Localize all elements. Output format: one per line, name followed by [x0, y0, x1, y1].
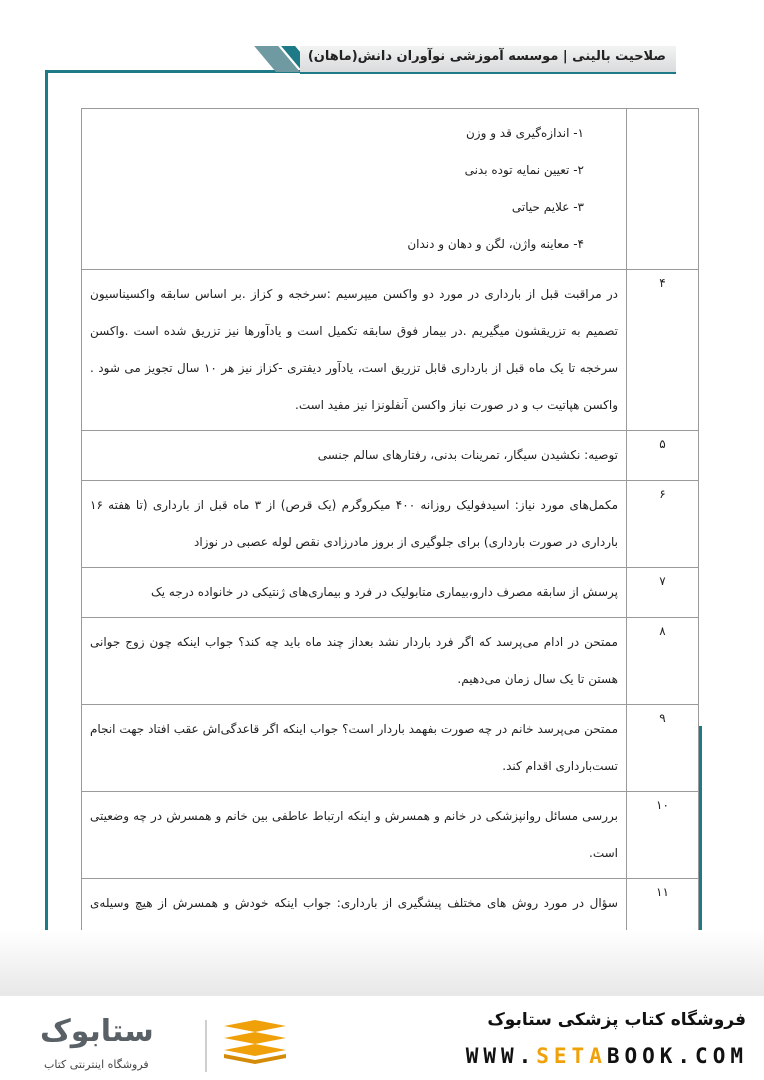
list-item: ۴- معاینه واژن، لگن و دهان و دندان [407, 237, 584, 251]
page-border-top [45, 70, 300, 73]
logo-divider [205, 1020, 207, 1072]
brand-logo-text: ستابوک [40, 1014, 154, 1049]
table-row [82, 431, 699, 481]
row-content: ممتحن می‌پرسد خانم در چه صورت بفهمد باردار است؟ جواب اینکه اگر قاعدگی‌اش عقب افتاد جهت انجام تست‌بارداری اقدام کند. [82, 705, 627, 792]
page-header-title: صلاحیت بالینی | موسسه آموزشی نوآوران دانش(ماهان) [307, 49, 666, 64]
list-item: ۳- علایم حیاتی [511, 200, 584, 214]
table-row [82, 568, 699, 618]
table-row [82, 792, 699, 879]
row-content: ممتحن در ادام می‌پرسد که اگر فرد باردار نشد بعداز چند ماه باید چه کند؟ جواب اینکه چون زوج جوانی هستن تا یک سال زمان می‌دهیم. [82, 618, 627, 705]
table-row [82, 618, 699, 705]
row-number [627, 109, 699, 270]
page-shadow [0, 930, 764, 1000]
row-number: ۱۰ [627, 792, 699, 879]
row-content: در مراقبت قبل از بارداری در مورد دو واکسن میپرسیم :سرخجه و کزاز .بر اساس سابقه واکسیناسیون تصمیم به تزریقشون میگیریم .در بیمار فوق سابقه تکمیل است و یادآورها نیز تزریق شده است .واکسن سرخجه تا یک ماه قبل از بارداری قابل تزریق است، یادآور دیفتری -کزاز نیز هر ۱۰ سال تجویز می شود . واکسن هپاتیت ب و در صورت نیاز واکسن آنفلونزا نیز مفید است. [82, 270, 627, 431]
row-number: ۷ [627, 568, 699, 618]
table-row [82, 270, 699, 431]
row-number: ۴ [627, 270, 699, 431]
row-content: بررسی مسائل روانپزشکی در خانم و همسرش و اینکه ارتباط عاطفی بین خانم و همسرش در چه وضعیتی است. [82, 792, 627, 879]
store-url[interactable] [466, 1044, 748, 1068]
table-row [82, 481, 699, 568]
row-number: ۵ [627, 431, 699, 481]
list-item: ۲- تعیین نمایه توده بدنی [464, 163, 584, 177]
row-content: سؤال در مورد روش های مختلف پیشگیری از بارداری: جواب اینکه خودش و همسرش از هیچ وسیله‌ی [82, 879, 627, 966]
brand-logo-subtitle: فروشگاه اینترنتی کتاب [44, 1058, 149, 1071]
store-title: فروشگاه کتاب پزشکی ستابوک [487, 1010, 746, 1030]
table-row [82, 109, 699, 270]
book-logo-icon [220, 1018, 290, 1068]
row-content: مکمل‌های مورد نیاز: اسیدفولیک روزانه ۴۰۰ میکروگرم (یک قرص) از ۳ ماه قبل از بارداری (تا هفته ۱۶ بارداری در صورت بارداری) برای جلوگیری از بروز مادرزادی نقص لوله عصبی در نوزاد [82, 481, 627, 568]
table-row [82, 705, 699, 792]
row-content [82, 109, 627, 270]
row-number: ۸ [627, 618, 699, 705]
row-number: ۹ [627, 705, 699, 792]
row-number: ۱۱ [627, 879, 699, 966]
list-item: ۱- اندازه‌گیری قد و وزن [465, 126, 584, 140]
content-table [81, 108, 699, 1016]
row-content: توصیه: نکشیدن سیگار، تمرینات بدنی، رفتارهای سالم جنسی [82, 431, 627, 481]
url-prefix: WWW. [465, 1044, 537, 1068]
url-suffix: BOOK.COM [606, 1044, 748, 1068]
page-border-left [45, 70, 48, 995]
row-content: پرسش از سابقه مصرف دارو،بیماری متابولیک در فرد و بیماری‌های ژنتیکی در خانواده درجه یک [82, 568, 627, 618]
row-number: ۶ [627, 481, 699, 568]
url-accent: SETA [536, 1044, 607, 1068]
